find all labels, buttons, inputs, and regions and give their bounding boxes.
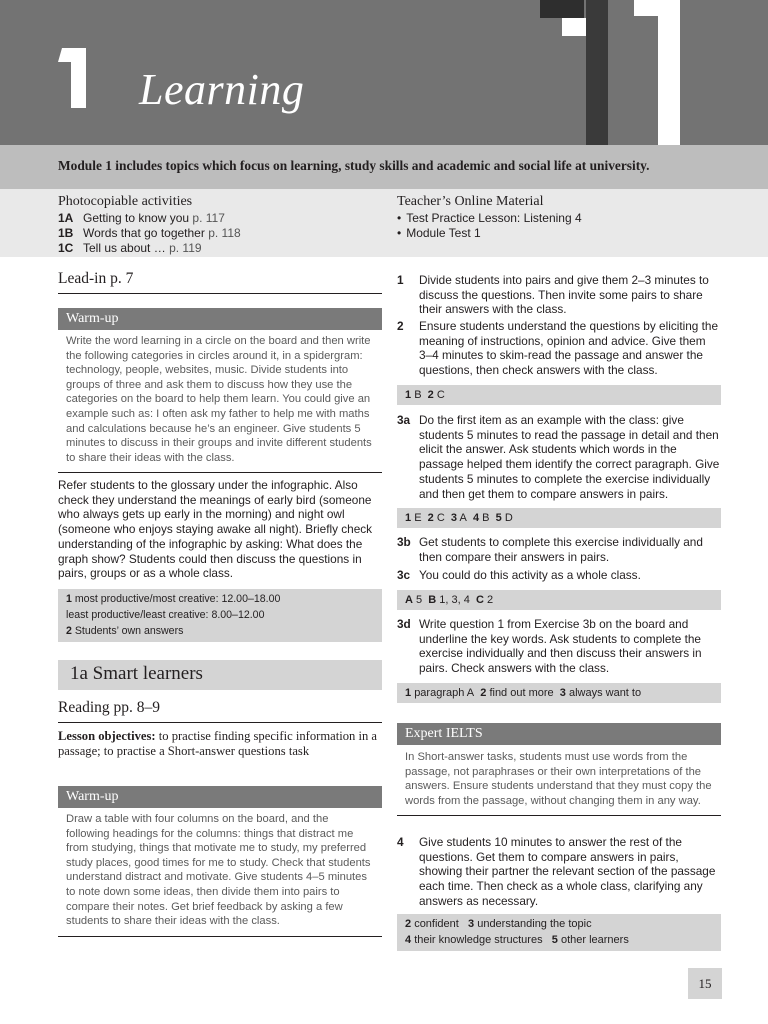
answer-text: most productive/most creative: 12.00–18.00 xyxy=(74,593,281,605)
answer-letter: B xyxy=(428,594,437,606)
answer-value: paragraph A xyxy=(414,687,475,699)
answer-number: 3 xyxy=(559,687,566,699)
answer-number: 2 xyxy=(427,389,434,401)
activity-label: Tell us about … xyxy=(83,241,166,255)
banner-decoration-block xyxy=(540,0,562,18)
activity-label: Words that go together xyxy=(83,226,205,240)
step-number: 2 xyxy=(397,319,404,333)
answer-letter: A xyxy=(405,594,413,606)
step-text: You could do this activity as a whole class. xyxy=(419,568,641,582)
answer-value: always want to xyxy=(568,687,642,699)
answer-text: Students’ own answers xyxy=(74,625,184,637)
step-3a xyxy=(397,413,721,501)
step-text: Write question 1 from Exercise 3b on the board and underline the key words. Ask students to complete the exercise individually and then discuss their answers in pairs. Check answers with the class. xyxy=(419,617,702,676)
step-3b xyxy=(397,535,721,564)
lead-in-heading: Lead-in p. 7 xyxy=(58,270,382,294)
expert-title: Expert IELTS xyxy=(397,723,721,745)
activity-ref: p. 118 xyxy=(208,226,241,240)
step-3d xyxy=(397,617,721,676)
page-number: 15 xyxy=(688,968,722,999)
reading-section xyxy=(58,699,382,723)
step-number: 3c xyxy=(397,568,411,582)
lesson-title: 1a Smart learners xyxy=(58,660,382,690)
activity-label: Getting to know you xyxy=(83,211,190,225)
answer-key-3a xyxy=(397,508,721,528)
step-number: 1 xyxy=(397,273,404,287)
answer-value: understanding the topic xyxy=(477,918,592,930)
photocopiable-heading: Photocopiable activities xyxy=(58,194,193,209)
answer-key-3c xyxy=(397,590,721,610)
answer-value: A xyxy=(459,512,467,524)
answer-value: B xyxy=(482,512,490,524)
step-4 xyxy=(397,835,721,909)
answer-line xyxy=(66,591,374,607)
answer-value: D xyxy=(504,512,513,524)
answer-value: 1, 3, 4 xyxy=(439,594,470,606)
answer-value: 5 xyxy=(416,594,423,606)
warmup-text: Write the word learning in a circle on the board and then write the following categories in circles around it, in a spidergram: technology, people, websites, music. Divide students into groups of three and ask them to discuss how they use the categories on the board to help them learn. You could give an example such as: I often ask my father to help me with maths and calculations because he’s an engineer. Give students 5 minutes to discuss in their groups and invite different students to share their ideas with the class. xyxy=(58,330,382,473)
answer-key-3d xyxy=(397,683,721,703)
answer-value: B xyxy=(414,389,422,401)
step-number: 3b xyxy=(397,535,411,549)
photocopiable-activities xyxy=(58,194,378,256)
answer-number: 1 xyxy=(66,593,72,605)
answer-value: C xyxy=(436,389,445,401)
step-number: 3d xyxy=(397,617,411,631)
answer-number: 5 xyxy=(551,934,558,946)
answer-number: 2 xyxy=(480,687,487,699)
step-text: Get students to complete this exercise individually and then compare their answers in pairs. xyxy=(419,535,703,564)
reading-warmup xyxy=(58,786,382,937)
answer-number: 2 xyxy=(427,512,434,524)
answer-number: 3 xyxy=(450,512,458,524)
answer-value: other learners xyxy=(560,934,629,946)
answer-value: C xyxy=(436,512,445,524)
warmup-title: Warm-up xyxy=(58,308,382,330)
objectives-label: Lesson objectives: xyxy=(58,729,156,743)
activity-item xyxy=(58,211,378,226)
answer-number: 5 xyxy=(495,512,502,524)
answer-line xyxy=(66,607,374,623)
activity-code: 1A xyxy=(58,211,74,225)
step-1 xyxy=(397,273,721,317)
module-title: Learning xyxy=(139,65,305,114)
activity-ref: p. 119 xyxy=(169,241,202,255)
banner-decoration-block xyxy=(634,0,658,16)
online-item-label: Test Practice Lesson: Listening 4 xyxy=(406,211,582,225)
answer-number: 3 xyxy=(468,918,475,930)
answer-number: 4 xyxy=(472,512,480,524)
online-material xyxy=(397,194,721,241)
expert-ielts-box xyxy=(397,723,721,816)
activity-item xyxy=(58,226,378,241)
objectives-text: to practise finding specific information in a passage; to practise a Short-answer questions task xyxy=(58,729,377,758)
warmup-text: Draw a table with four columns on the board, and the following headings for the columns: things that distract me from studying, things that motivate me to study, my preferred study places, good times for me to study. Check that students understand distract and motivate. Give students 4–5 minutes to note down some ideas, then divide them into pairs to compare their notes. Get brief feedback by asking a few students to share their ideas with the class. xyxy=(58,808,382,937)
answer-key-4 xyxy=(397,914,721,951)
activity-item xyxy=(58,241,378,256)
answer-line xyxy=(405,916,713,932)
answer-number: 1 xyxy=(405,687,412,699)
activity-ref: p. 117 xyxy=(192,211,225,225)
module-number-one xyxy=(58,48,92,108)
answer-key-2 xyxy=(397,385,721,405)
lead-in-warmup xyxy=(58,308,382,473)
answer-number: 4 xyxy=(405,934,412,946)
lead-in-section xyxy=(58,270,382,294)
answer-letter: C xyxy=(475,594,484,606)
step-number: 3a xyxy=(397,413,411,427)
activity-code: 1C xyxy=(58,241,74,255)
step-3c xyxy=(397,568,721,583)
activity-code: 1B xyxy=(58,226,74,240)
step-number: 4 xyxy=(397,835,404,849)
answer-value: find out more xyxy=(489,687,554,699)
answer-value: their knowledge structures xyxy=(414,934,543,946)
module-intro: Module 1 includes topics which focus on learning, study skills and academic and social life at university. xyxy=(58,158,650,173)
step-text: Divide students into pairs and give them 2–3 minutes to discuss the questions. Then invite some pairs to share their answers with the class. xyxy=(419,273,709,317)
answer-value: confident xyxy=(414,918,459,930)
online-item-label: Module Test 1 xyxy=(406,226,481,240)
answer-number: 1 xyxy=(405,389,412,401)
lead-in-instructions: Refer students to the glossary under the infographic. Also check they understand the meanings of early bird (someone who always gets up early in the morning) and night owl (someone who enjoys staying awake all night). Briefly check understanding of the infographic by asking: What does the graph show? Students could then discuss the questions in pairs, groups or as a whole class. xyxy=(58,478,373,581)
online-item xyxy=(397,211,721,226)
lead-in-answer-key xyxy=(58,589,382,642)
step-text: Give students 10 minutes to answer the rest of the questions. Get them to compare answers in pairs, showing their partner the relevant section of the passage each time. Then check as a whole class, clarifying any answers as necessary. xyxy=(419,835,716,908)
answer-number: 2 xyxy=(405,918,412,930)
warmup-title: Warm-up xyxy=(58,786,382,808)
online-item xyxy=(397,226,721,241)
answer-value: 2 xyxy=(487,594,494,606)
lesson-objectives xyxy=(58,729,382,759)
expert-text: In Short-answer tasks, students must use words from the passage, not paraphrases or their own interpretations of the answers. Ensure students understand that they must copy the words from the passage, without changing them in any way. xyxy=(397,745,721,816)
reading-heading: Reading pp. 8–9 xyxy=(58,699,382,723)
banner-decoration-block xyxy=(562,18,586,36)
banner-decoration-block xyxy=(586,0,608,145)
module-banner xyxy=(0,0,768,145)
answer-line xyxy=(405,932,713,948)
answer-line xyxy=(66,623,374,639)
banner-decoration-block xyxy=(658,0,680,145)
step-text: Do the first item as an example with the class: give students 5 minutes to read the passage in detail and then elicit the answer. Ask students which words in the passage helped them identify the correct paragraph. Give students 5 minutes to complete the exercise individually and then get them to compare answers in pairs. xyxy=(419,413,720,501)
answer-number: 2 xyxy=(66,625,72,637)
answer-text: least productive/least creative: 8.00–12.00 xyxy=(66,609,265,621)
step-2 xyxy=(397,319,721,378)
answer-number: 1 xyxy=(405,512,412,524)
online-heading: Teacher’s Online Material xyxy=(397,194,544,209)
step-text: Ensure students understand the questions by eliciting the meaning of instructions, opinion and advice. Give them 3–4 minutes to skim-read the passage and answer the questions, then check answers with the class. xyxy=(419,319,719,378)
answer-value: E xyxy=(414,512,422,524)
